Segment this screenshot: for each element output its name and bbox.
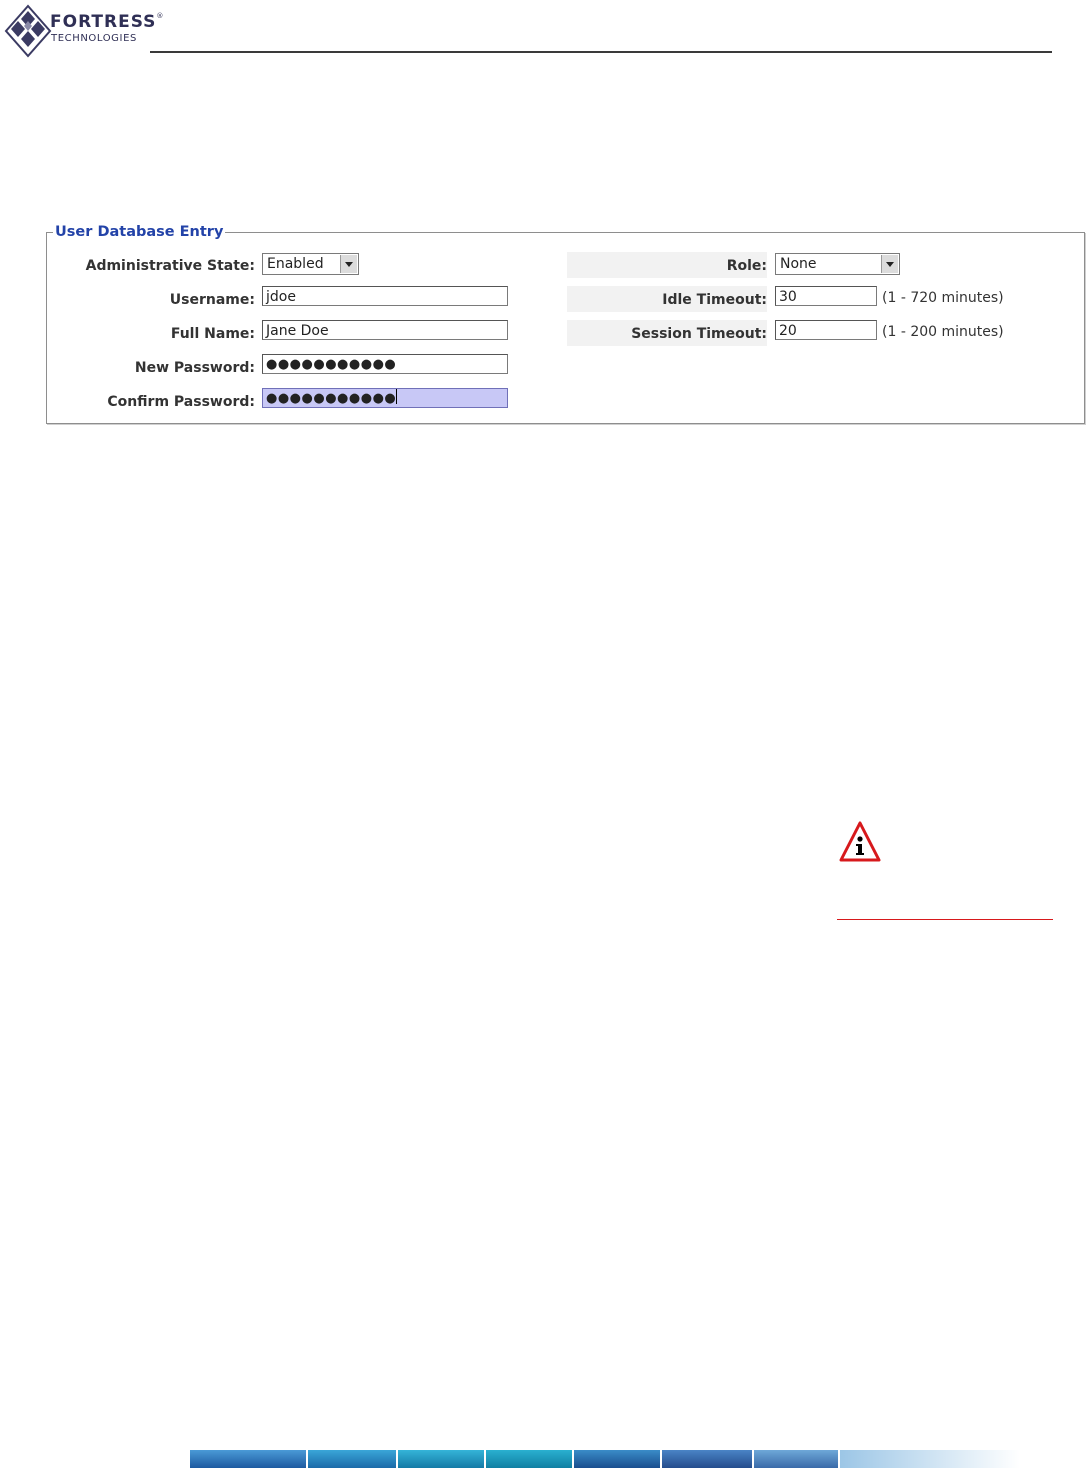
full-name-field[interactable]: Jane Doe <box>262 320 508 340</box>
idle-timeout-field[interactable]: 30 <box>775 286 877 306</box>
footer-bar-segment <box>190 1450 306 1468</box>
idle-timeout-row <box>567 288 767 312</box>
footer-bar-segment <box>398 1450 484 1468</box>
caution-info-icon <box>838 820 882 864</box>
role-row <box>567 254 767 278</box>
footer-bar-segment <box>486 1450 572 1468</box>
footer-bar <box>190 1450 1020 1468</box>
admin-state-select[interactable] <box>262 253 359 275</box>
confirm-password-label: Confirm Password: <box>107 394 255 410</box>
session-timeout-label: Session Timeout: <box>631 326 767 342</box>
confirm-password-value: ●●●●●●●●●●● <box>266 391 397 406</box>
footer-bar-segment <box>308 1450 396 1468</box>
fortress-logo-icon <box>4 4 52 58</box>
confirm-password-field[interactable] <box>262 388 508 408</box>
session-timeout-row <box>567 322 767 346</box>
role-value: None <box>780 256 817 272</box>
session-timeout-field[interactable]: 20 <box>775 320 877 340</box>
footer-bar-segment <box>840 1450 1020 1468</box>
new-password-row <box>55 356 255 380</box>
full-name-label: Full Name: <box>170 326 255 342</box>
idle-timeout-label: Idle Timeout: <box>662 292 767 308</box>
username-row <box>55 288 255 312</box>
footer-bar-segment <box>662 1450 752 1468</box>
text-caret <box>396 389 397 404</box>
new-password-field[interactable]: ●●●●●●●●●●● <box>262 354 508 374</box>
username-field[interactable]: jdoe <box>262 286 508 306</box>
admin-state-row <box>55 254 255 278</box>
username-label: Username: <box>169 292 255 308</box>
admin-state-label: Administrative State: <box>85 258 255 274</box>
panel-legend: User Database Entry <box>55 224 224 240</box>
footer-bar-segment <box>574 1450 660 1468</box>
role-select[interactable] <box>775 253 900 275</box>
chevron-down-icon[interactable] <box>340 255 357 273</box>
new-password-label: New Password: <box>134 360 255 376</box>
caution-rule <box>837 919 1053 920</box>
chevron-down-icon[interactable] <box>881 255 898 273</box>
idle-timeout-hint: (1 - 720 minutes) <box>882 290 1004 306</box>
role-label: Role: <box>726 258 767 274</box>
session-timeout-hint: (1 - 200 minutes) <box>882 324 1004 340</box>
brand-subtitle: TECHNOLOGIES <box>51 33 137 44</box>
full-name-row <box>55 322 255 346</box>
footer-bar-segment <box>754 1450 838 1468</box>
confirm-password-row <box>55 390 255 414</box>
header-rule <box>150 51 1052 53</box>
brand-name: FORTRESS® <box>50 12 165 32</box>
user-database-entry-panel <box>46 224 1085 424</box>
admin-state-value: Enabled <box>267 256 324 272</box>
